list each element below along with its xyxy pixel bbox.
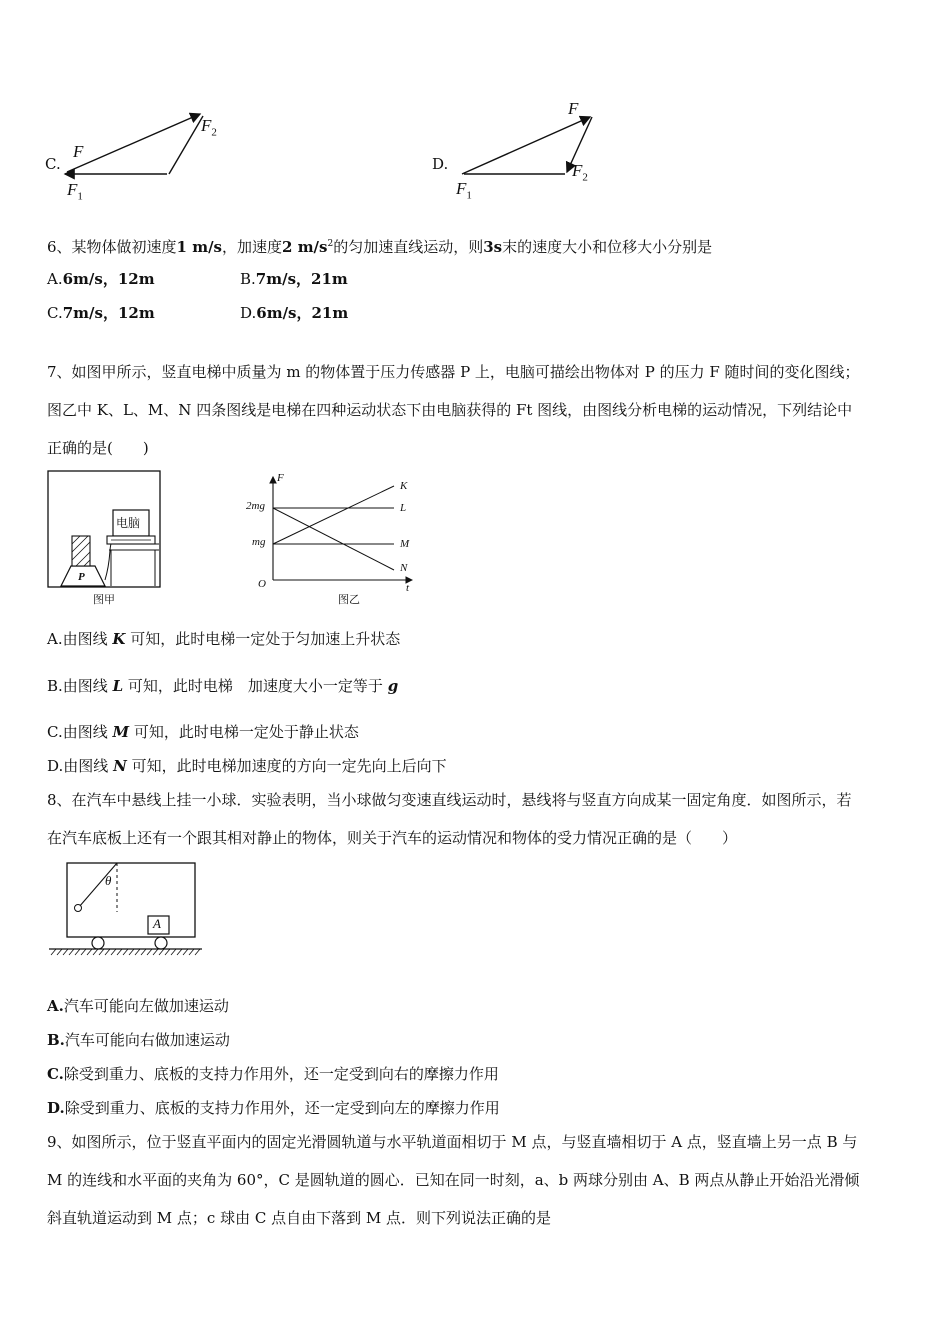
- q8-stem: [47, 781, 907, 857]
- block-a-label: A: [153, 916, 161, 931]
- f-t-graph: [242, 472, 422, 592]
- tick-mg-label: mg: [252, 536, 266, 548]
- vector-f1-label: $F_1$: [456, 179, 472, 202]
- vector-f-label: F: [73, 142, 84, 161]
- q8-option-c[interactable]: C.除受到重力、底板的支持力作用外，还一定受到向右的摩擦力作用: [47, 1065, 499, 1083]
- figure-a-caption: 图甲: [93, 593, 115, 606]
- q9-stem-line-1: 9、如图所示，位于竖直平面内的固定光滑圆轨道与水平轨道面相切于 M 点，与竖直墙相切于 A 点，竖直墙上另一点 B 与: [47, 1133, 858, 1151]
- q9-stem: [47, 1123, 907, 1237]
- vector-f2-label: $F_2$: [572, 161, 588, 184]
- q7-option-b[interactable]: B.由图线 L 可知，此时电梯 加速度大小一定等于 g: [47, 677, 399, 695]
- theta-label: θ: [105, 873, 112, 888]
- q8-option-d[interactable]: D.除受到重力、底板的支持力作用外，还一定受到向左的摩擦力作用: [47, 1099, 500, 1117]
- line-l-label: L: [400, 502, 407, 514]
- q7-stem-line-2: 图乙中 K、L、M、N 四条图线是电梯在四种运动状态下由电脑获得的 Ft 图线，由图线分析电梯的运动情况，下列结论中: [47, 401, 853, 419]
- sensor-p-label: P: [78, 571, 85, 583]
- line-n-label: N: [400, 562, 408, 574]
- q8-stem-line-1: 8、在汽车中悬线上挂一小球．实验表明，当小球做匀变速直线运动时，悬线将与竖直方向成某一固定角度．如图所示，若: [47, 791, 852, 809]
- q6-option-b[interactable]: B.7m/s，21m: [240, 270, 348, 288]
- q7-stem-line-3: 正确的是( ): [47, 439, 149, 457]
- q8-option-a[interactable]: A.汽车可能向左做加速运动: [47, 997, 229, 1015]
- axis-f-label: F: [277, 472, 284, 484]
- line-m-label: M: [400, 538, 410, 550]
- q6-stem: 6、某物体做初速度1 m/s，加速度2 $m/s^2$的匀加速直线运动，则3s末的速度大小和位移大小分别是: [47, 238, 713, 256]
- q7-option-a[interactable]: A.由图线 K 可知，此时电梯一定处于匀加速上升状态: [47, 630, 401, 648]
- vector-f-label: F: [568, 99, 579, 118]
- computer-label: 电脑: [116, 516, 141, 530]
- q9-stem-line-3: 斜直轨道运动到 M 点；c 球由 C 点自由下落到 M 点．则下列说法正确的是: [47, 1209, 551, 1227]
- q8-car-figure: [47, 860, 207, 960]
- q5-option-c: [45, 100, 245, 215]
- tick-2mg-label: 2mg: [246, 500, 265, 512]
- car-pendulum-diagram: [47, 860, 207, 960]
- axis-t-label: t: [406, 582, 410, 594]
- q7-option-d[interactable]: D.由图线 N 可知，此时电梯加速度的方向一定先向上后向下: [47, 757, 447, 775]
- q8-option-b[interactable]: B.汽车可能向右做加速运动: [47, 1031, 230, 1049]
- q7-figure-a: [47, 470, 162, 605]
- elevator-sensor-diagram: [47, 470, 162, 590]
- q6-option-c[interactable]: C.7m/s，12m: [47, 304, 155, 322]
- figure-b-caption: 图乙: [338, 593, 360, 606]
- q6-option-d[interactable]: D.6m/s，21m: [240, 304, 349, 322]
- q6-option-a[interactable]: A.6m/s，12m: [47, 270, 155, 288]
- vector-f2-label: $F_2$: [201, 116, 217, 139]
- q7-stem: [47, 353, 907, 467]
- option-label: C.: [45, 155, 61, 173]
- q7-option-c[interactable]: C.由图线 M 可知，此时电梯一定处于静止状态: [47, 723, 359, 741]
- line-k-label: K: [400, 480, 408, 492]
- q5-option-d: [432, 95, 632, 215]
- q9-stem-line-2: M 的连线和水平面的夹角为 60°，C 是圆轨道的圆心．已知在同一时刻，a、b 两球分别由 A、B 两点从静止开始沿光滑倾: [47, 1171, 860, 1189]
- q8-stem-line-2: 在汽车底板上还有一个跟其相对静止的物体，则关于汽车的运动情况和物体的受力情况正确的是（ ）: [47, 829, 738, 847]
- q7-stem-line-1: 7、如图甲所示，竖直电梯中质量为 m 的物体置于压力传感器 P 上，电脑可描绘出物体对 P 的压力 F 随时间的变化图线；: [47, 363, 860, 381]
- q7-figure-b: [242, 472, 422, 607]
- origin-label: O: [258, 578, 266, 590]
- option-label: D.: [432, 155, 449, 173]
- vector-f1-label: $F_1$: [67, 180, 83, 203]
